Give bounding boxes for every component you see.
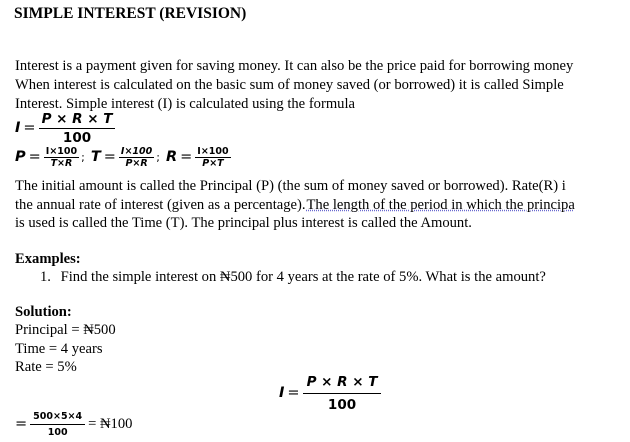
rearranged-p-fraction — [44, 146, 79, 169]
calc-equals: = — [15, 416, 28, 433]
calc-numerator: 500×5×4 — [33, 411, 83, 422]
formula-fraction — [39, 111, 116, 146]
calc-result: = ₦100 — [88, 416, 133, 433]
formula-equals: = — [23, 120, 36, 137]
solution-formula-fraction — [303, 374, 382, 413]
solution-time: Time = 4 years — [15, 341, 103, 357]
intro-line-3: Interest. Simple interest (I) is calculated using the formula — [15, 96, 356, 112]
solution-formula — [279, 374, 381, 413]
formula-lhs: I — [15, 120, 21, 137]
definition-line-2a: the annual rate of interest (given as a percentage). — [15, 197, 306, 213]
formula-denominator: 100 — [62, 130, 92, 146]
solution-principal: Principal = ₦500 — [15, 322, 116, 338]
solution-formula-lhs: I — [279, 385, 285, 402]
rearranged-r-lhs: R — [165, 149, 178, 166]
definition-line-1: The initial amount is called the Principal (P) (the sum of money saved or borrowed). Rate(R) i — [15, 178, 566, 194]
formula-main — [15, 111, 115, 146]
solution-formula-numerator: P × R × T — [306, 374, 378, 390]
rearranged-t-lhs: T — [90, 149, 101, 166]
rearranged-p-numerator: I×100 — [45, 146, 78, 157]
rearranged-p-lhs: P — [15, 149, 26, 166]
rearranged-t-fraction — [119, 146, 154, 169]
intro-line-1: Interest is a payment given for saving money. It can also be the price paid for borrowing money — [15, 58, 574, 74]
separator-2: ; — [156, 151, 160, 165]
solution-heading: Solution: — [15, 304, 72, 320]
intro-line-2: When interest is calculated on the basic sum of money saved (or borrowed) it is called Simple — [15, 77, 564, 93]
rearranged-t-denominator: P×R — [125, 158, 148, 169]
page-title: SIMPLE INTEREST (REVISION) — [14, 5, 247, 22]
example-item — [40, 268, 546, 286]
formula-numerator: P × R × T — [41, 111, 113, 127]
solution-formula-denominator: 100 — [327, 397, 357, 413]
rearranged-r-denominator: P×T — [202, 158, 224, 169]
examples-heading: Examples: — [15, 251, 81, 267]
definition-line-3: is used is called the Time (T). The principal plus interest is called the Amount. — [15, 215, 472, 231]
rearranged-t-numerator: I×100 — [120, 146, 153, 157]
example-number: 1. — [40, 269, 51, 285]
calc-fraction — [30, 411, 85, 438]
example-text: Find the simple interest on ₦500 for 4 years at the rate of 5%. What is the amount? — [60, 269, 546, 285]
solution-calculation — [15, 411, 132, 438]
rearranged-p-denominator: T×R — [50, 158, 73, 169]
calc-denominator: 100 — [47, 427, 68, 438]
rearranged-r-fraction — [195, 146, 230, 169]
rearranged-r-numerator: I×100 — [197, 146, 229, 157]
definition-line-2 — [15, 196, 575, 214]
solution-formula-equals: = — [287, 385, 300, 402]
definition-line-2b: The length of the period in which the principa — [306, 197, 575, 213]
separator-1: ; — [81, 151, 85, 165]
rearranged-formulas: P = $\frac{I\times 100}{T\times R}$ ; T = $\frac{I\times 100}{P\times R}$ ; R = $\frac{I\times 100}{P\times T}$ — [15, 146, 229, 169]
solution-rate: Rate = 5% — [15, 359, 77, 375]
